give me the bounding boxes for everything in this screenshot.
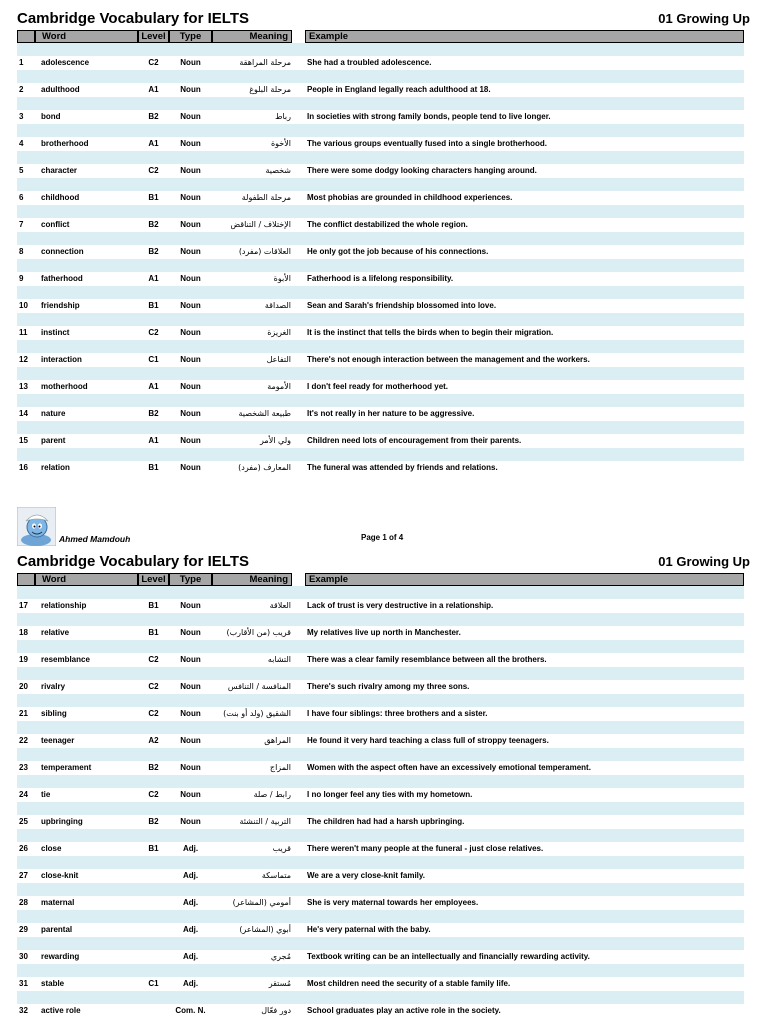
cell-level: B1 [148,628,159,637]
table-row [17,367,744,394]
row-stripe [17,124,744,137]
cell-type: Noun [180,301,201,310]
cell-type: Noun [180,355,201,364]
cell-example: In societies with strong family bonds, people tend to live longer. [307,112,551,121]
cell-word: conflict [41,220,70,229]
cell-level: C2 [148,709,159,718]
row-stripe [17,748,744,761]
cell-example: Children need lots of encouragement from their parents. [307,436,522,445]
cell-example: There were some dodgy looking characters hanging around. [307,166,537,175]
cell-meaning: التربية / التنشئة [239,817,291,826]
cell-level: A1 [148,139,159,148]
cell-word: sibling [41,709,67,718]
table-row [17,151,744,178]
cell-type: Noun [180,736,201,745]
table-row [17,259,744,286]
cell-example: People in England legally reach adulthood at 18. [307,85,491,94]
table-row [17,694,744,721]
cell-type: Noun [180,628,201,637]
cell-example: Most children need the security of a stable family life. [307,979,511,988]
cell-type: Adj. [182,952,199,961]
cell-word: close [41,844,62,853]
page-number: Page 1 of 4 [361,533,404,542]
table-row [17,964,744,991]
cell-level: B1 [148,193,159,202]
cell-num: 7 [19,220,24,229]
cell-example: There weren't many people at the funeral - just close relatives. [307,844,544,853]
cell-type: Noun [180,220,201,229]
cell-example: He found it very hard teaching a class full of stroppy teenagers. [307,736,549,745]
vocab-table-page-1 [17,43,744,475]
row-stripe [17,178,744,191]
cell-meaning: مرحلة الطفولة [241,193,291,202]
cell-example: I have four siblings: three brothers and a sister. [307,709,488,718]
cell-level: A1 [148,382,159,391]
cell-meaning: الأبوة [273,274,291,283]
table-row [17,802,744,829]
cell-level [138,869,169,883]
cell-num: 24 [19,790,28,799]
cell-meaning: رابط / صلة [253,790,291,799]
cell-num: 21 [19,709,28,718]
cell-example: It is the instinct that tells the birds when to begin their migration. [307,328,554,337]
table-row [17,991,744,1018]
row-stripe [17,151,744,164]
document-title: Cambridge Vocabulary for IELTS [17,10,249,27]
header-meaning: Meaning [212,573,292,586]
cell-num: 25 [19,817,28,826]
cell-meaning: طبيعة الشخصية [238,409,291,418]
cell-num: 14 [19,409,28,418]
cell-word: relationship [41,601,87,610]
table-row [17,340,744,367]
cell-type: Noun [180,436,201,445]
cell-num: 17 [19,601,28,610]
table-row [17,394,744,421]
table-row [17,205,744,232]
cell-meaning: متماسكة [261,871,291,880]
cell-level: B1 [148,844,159,853]
cell-num: 5 [19,166,24,175]
cell-num: 29 [19,925,28,934]
cell-word: tie [41,790,51,799]
row-stripe [17,259,744,272]
cell-meaning: العلاقة [269,601,291,610]
cell-word: parental [41,925,73,934]
cell-meaning: مُستقر [268,979,291,988]
table-row [17,43,744,70]
cell-level: C2 [148,790,159,799]
cell-example: Textbook writing can be an intellectually and financially rewarding activity. [307,952,590,961]
cell-meaning: المعارف (مفرد) [238,463,291,472]
cell-meaning: الغريزة [267,328,291,337]
table-row [17,178,744,205]
row-stripe [17,829,744,842]
table-row [17,448,744,475]
cell-word: upbringing [41,817,83,826]
cell-level: A1 [148,85,159,94]
cell-type: Com. N. [175,1006,206,1015]
cell-level: C2 [148,328,159,337]
row-stripe [17,43,744,56]
cell-type: Noun [180,382,201,391]
table-row [17,232,744,259]
header-type: Type [169,30,212,43]
table-row [17,721,744,748]
cell-example: Lack of trust is very destructive in a relationship. [307,601,494,610]
document-title: Cambridge Vocabulary for IELTS [17,553,249,570]
cell-num: 26 [19,844,28,853]
cell-type: Noun [180,682,201,691]
row-stripe [17,613,744,626]
row-stripe [17,964,744,977]
cell-word: relative [41,628,70,637]
cell-meaning: التفاعل [266,355,291,364]
row-stripe [17,694,744,707]
cell-meaning: الشقيق (ولد أو بنت) [223,709,291,718]
cell-level: B1 [148,463,159,472]
cell-example: It's not really in her nature to be aggressive. [307,409,475,418]
row-stripe [17,97,744,110]
cell-level [138,896,169,910]
row-stripe [17,286,744,299]
cell-type: Noun [180,85,201,94]
cell-level: C2 [148,58,159,67]
cell-level [138,1004,169,1018]
cell-meaning: المنافسة / التنافس [227,682,291,691]
header-level: Level [138,573,169,586]
cell-num: 3 [19,112,24,121]
row-stripe [17,640,744,653]
cell-type: Noun [180,409,201,418]
cell-level: B1 [148,601,159,610]
cell-word: instinct [41,328,70,337]
cell-word: stable [41,979,65,988]
table-row [17,640,744,667]
cell-num: 32 [19,1006,28,1015]
cell-num: 1 [19,58,24,67]
cell-word: close-knit [41,871,79,880]
cell-example: The funeral was attended by friends and relations. [307,463,498,472]
header-type: Type [169,573,212,586]
cell-meaning: مرحلة المراهقة [239,58,291,67]
table-row [17,937,744,964]
row-stripe [17,802,744,815]
cell-type: Noun [180,463,201,472]
cell-num: 4 [19,139,24,148]
cell-word: rivalry [41,682,66,691]
cell-meaning: ولي الأمر [260,436,291,445]
cell-num: 23 [19,763,28,772]
cell-meaning: الصداقة [264,301,291,310]
cell-example: We are a very close-knit family. [307,871,425,880]
cell-num: 30 [19,952,28,961]
row-stripe [17,367,744,380]
vocab-table-page-2 [17,586,744,1018]
cell-example: He's very paternal with the baby. [307,925,431,934]
table-row [17,667,744,694]
cell-type: Adj. [182,925,199,934]
row-stripe [17,586,744,599]
cell-word: relation [41,463,70,472]
cell-num: 19 [19,655,28,664]
header-num-cell [17,573,35,586]
cell-level: A2 [148,736,159,745]
cell-example: I don't feel ready for motherhood yet. [307,382,449,391]
cell-type: Noun [180,655,201,664]
row-stripe [17,70,744,83]
cell-example: There was a clear family resemblance between all the brothers. [307,655,547,664]
cell-word: character [41,166,78,175]
cell-word: connection [41,247,84,256]
cell-type: Noun [180,763,201,772]
cell-meaning: مُجري [270,952,291,961]
table-row [17,829,744,856]
row-stripe [17,232,744,245]
cell-example: Women with the aspect often have an excessively emotional temperament. [307,763,591,772]
table-row [17,586,744,613]
cell-num: 2 [19,85,24,94]
row-stripe [17,421,744,434]
header-level: Level [138,30,169,43]
cell-num: 13 [19,382,28,391]
cell-meaning: أمومي (المشاعر) [232,898,291,907]
cell-type: Noun [180,166,201,175]
cell-num: 12 [19,355,28,364]
cell-type: Noun [180,247,201,256]
cell-word: adolescence [41,58,90,67]
cell-word: brotherhood [41,139,89,148]
row-stripe [17,205,744,218]
cell-meaning: دور فعّال [261,1006,291,1015]
cell-word: adulthood [41,85,80,94]
cell-word: rewarding [41,952,80,961]
cell-level: A1 [148,436,159,445]
cell-num: 18 [19,628,28,637]
cell-level: B2 [148,763,159,772]
cell-example: The conflict destabilized the whole region. [307,220,468,229]
cell-level: C2 [148,655,159,664]
table-row [17,856,744,883]
cell-type: Noun [180,328,201,337]
cell-level: A1 [148,274,159,283]
cell-word: bond [41,112,61,121]
row-stripe [17,448,744,461]
table-row [17,748,744,775]
cell-meaning: العلاقات (مفرد) [238,247,291,256]
cell-word: friendship [41,301,80,310]
cell-example: Sean and Sarah's friendship blossomed into love. [307,301,497,310]
header-example: Example [305,573,744,586]
cell-word: resemblance [41,655,90,664]
cell-meaning: شخصية [265,166,291,175]
cell-num: 11 [19,328,28,337]
cell-meaning: أبوي (المشاعر) [239,925,291,934]
cell-example: The various groups eventually fused into a single brotherhood. [307,139,548,148]
cell-meaning: مرحلة البلوغ [249,85,291,94]
cell-example: School graduates play an active role in the society. [307,1006,501,1015]
cell-meaning: الأخوة [270,139,291,148]
row-stripe [17,937,744,950]
cell-meaning: قريب [272,844,291,853]
cell-num: 31 [19,979,28,988]
row-stripe [17,856,744,869]
cell-type: Adj. [182,844,199,853]
cell-level: B2 [148,409,159,418]
cell-level: C2 [148,166,159,175]
cell-type: Noun [180,274,201,283]
cell-type: Noun [180,58,201,67]
cell-word: parent [41,436,66,445]
cell-num: 20 [19,682,28,691]
cell-num: 22 [19,736,28,745]
cell-level: C1 [148,355,159,364]
unit-title: 01 Growing Up [658,11,750,26]
cell-type: Noun [180,601,201,610]
cell-level: C2 [148,682,159,691]
page-footer [17,507,744,547]
cell-level [138,923,169,937]
cell-type: Noun [180,790,201,799]
table-row [17,124,744,151]
cell-word: nature [41,409,66,418]
cell-word: motherhood [41,382,88,391]
cell-type: Noun [180,139,201,148]
cell-word: interaction [41,355,82,364]
cell-word: teenager [41,736,75,745]
table-row [17,613,744,640]
cell-num: 27 [19,871,28,880]
cell-word: maternal [41,898,75,907]
table-row [17,421,744,448]
cell-num: 9 [19,274,24,283]
cell-example: He only got the job because of his connections. [307,247,489,256]
cell-example: There's not enough interaction between the management and the workers. [307,355,590,364]
table-row [17,313,744,340]
header-word: Word [35,30,138,43]
cell-meaning: الأمومة [267,382,291,391]
header-num-cell [17,30,35,43]
cell-example: Fatherhood is a lifelong responsibility. [307,274,454,283]
cell-type: Adj. [182,979,199,988]
cell-level: C1 [148,979,159,988]
cell-level [138,950,169,964]
cell-num: 16 [19,463,28,472]
cell-example: Most phobias are grounded in childhood experiences. [307,193,513,202]
cell-num: 6 [19,193,24,202]
header-word: Word [35,573,138,586]
row-stripe [17,775,744,788]
row-stripe [17,883,744,896]
cell-type: Adj. [182,898,199,907]
row-stripe [17,910,744,923]
cell-meaning: رباط [275,112,291,121]
cell-meaning: المزاج [269,763,291,772]
cell-meaning: الإختلاف / التناقض [230,220,291,229]
author-avatar [17,507,56,546]
header-meaning: Meaning [212,30,292,43]
table-row [17,286,744,313]
table-row [17,883,744,910]
cell-type: Adj. [182,871,199,880]
table-row [17,97,744,124]
row-stripe [17,667,744,680]
cell-word: temperament [41,763,92,772]
cell-type: Noun [180,112,201,121]
table-row [17,910,744,937]
row-stripe [17,991,744,1004]
cell-example: I no longer feel any ties with my hometown. [307,790,473,799]
cell-example: My relatives live up north in Manchester. [307,628,461,637]
cell-example: There's such rivalry among my three sons. [307,682,470,691]
cell-type: Noun [180,817,201,826]
cell-word: childhood [41,193,80,202]
cell-num: 10 [19,301,28,310]
table-row [17,70,744,97]
cell-word: fatherhood [41,274,83,283]
cell-type: Noun [180,193,201,202]
row-stripe [17,394,744,407]
header-example: Example [305,30,744,43]
cell-example: She is very maternal towards her employees. [307,898,479,907]
cell-num: 15 [19,436,28,445]
cell-level: B2 [148,112,159,121]
cell-level: B2 [148,817,159,826]
cell-meaning: المراهق [264,736,291,745]
cell-level: B2 [148,220,159,229]
cell-num: 8 [19,247,24,256]
row-stripe [17,313,744,326]
row-stripe [17,340,744,353]
row-stripe [17,721,744,734]
unit-title: 01 Growing Up [658,554,750,569]
author-name: Ahmed Mamdouh [59,534,131,544]
cell-level: B1 [148,301,159,310]
cell-word: active role [41,1006,81,1015]
cell-type: Noun [180,709,201,718]
cell-meaning: قريب (من الأقارب) [226,628,291,637]
cell-level: B2 [148,247,159,256]
cell-example: The children had had a harsh upbringing. [307,817,465,826]
cell-num: 28 [19,898,28,907]
cell-example: She had a troubled adolescence. [307,58,432,67]
table-row [17,775,744,802]
cell-meaning: التشابه [267,655,291,664]
